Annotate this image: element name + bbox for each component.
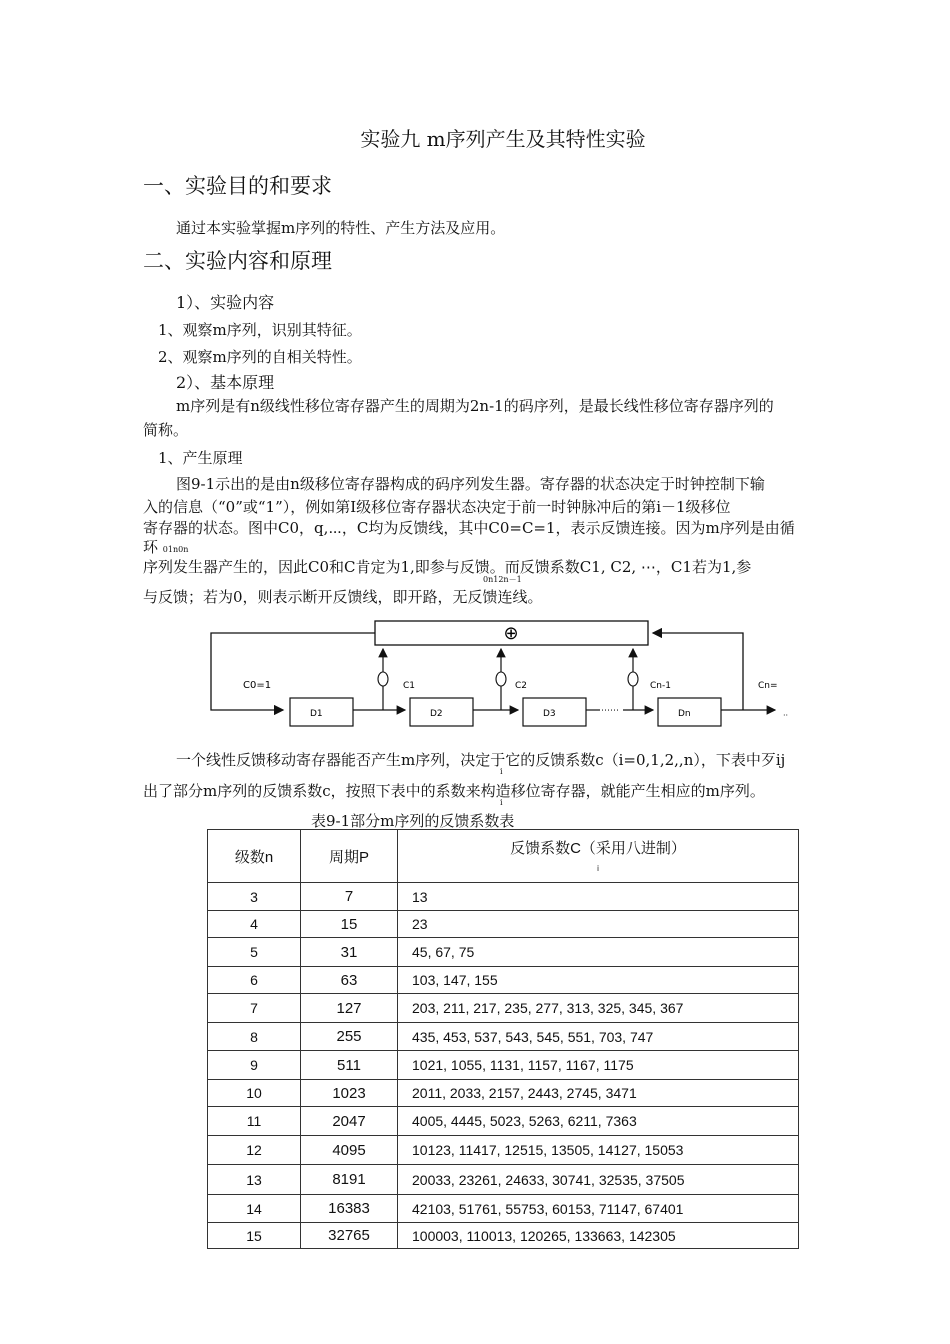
list-item: 2、观察m序列的自相关特性。 bbox=[158, 348, 362, 366]
table-cell-n: 6 bbox=[208, 967, 301, 994]
table-cell-c: 23 bbox=[398, 911, 799, 938]
table-cell-n: 15 bbox=[208, 1223, 301, 1249]
section1-heading: 一、实验目的和要求 bbox=[143, 174, 332, 198]
table-cell-n: 7 bbox=[208, 994, 301, 1023]
principle-line: 简称。 bbox=[143, 421, 189, 439]
table-cell-n: 4 bbox=[208, 911, 301, 938]
table-row bbox=[208, 1023, 799, 1051]
subsection-principle: 2）、基本原理 bbox=[176, 373, 275, 392]
table-row bbox=[208, 1165, 799, 1195]
table-cell-c: 4005, 4445, 5023, 5263, 6211, 7363 bbox=[398, 1107, 799, 1136]
table-cell-n: 8 bbox=[208, 1023, 301, 1051]
feedback-coefficient-table bbox=[207, 829, 799, 1249]
table-cell-p: 255 bbox=[301, 1023, 398, 1051]
table-cell-n: 3 bbox=[208, 883, 301, 911]
table-cell-p: 32765 bbox=[301, 1223, 398, 1249]
c2-label: C2 bbox=[515, 681, 528, 691]
paragraph-line: 寄存器的状态。图中C0，q,⋯，C均为反馈线，其中C0=C=1，表示反馈连接。因为m序列是由循 bbox=[143, 519, 795, 537]
c1-label: C1 bbox=[403, 681, 416, 691]
table-cell-n: 10 bbox=[208, 1080, 301, 1107]
cn-1-label: Cn-1 bbox=[650, 681, 671, 691]
table-row bbox=[208, 1080, 799, 1107]
table-row bbox=[208, 967, 799, 994]
table-row bbox=[208, 1107, 799, 1136]
table-cell-p: 2047 bbox=[301, 1107, 398, 1136]
d1-label: D1 bbox=[310, 709, 323, 719]
table-cell-c: 100003, 110013, 120265, 133663, 142305 bbox=[398, 1223, 799, 1249]
table-cell-c: 435, 453, 537, 543, 545, 551, 703, 747 bbox=[398, 1023, 799, 1051]
subscript-note: i bbox=[500, 767, 503, 776]
generation-heading: 1、产生原理 bbox=[158, 449, 243, 467]
table-cell-p: 1023 bbox=[301, 1080, 398, 1107]
table-cell-c: 42103, 51761, 55753, 60153, 71147, 67401 bbox=[398, 1195, 799, 1223]
paragraph-line: 序列发生器产生的，因此C0和C肯定为1,即参与反馈。而反馈系数C1, C2, ⋯，C1若为1,参 bbox=[143, 558, 752, 576]
table-cell-c: 20033, 23261, 24633, 30741, 32535, 37505 bbox=[398, 1165, 799, 1195]
table-row bbox=[208, 1136, 799, 1165]
subscript-note: 0n12n－1 bbox=[483, 575, 522, 584]
output-mark: ·· bbox=[783, 711, 789, 720]
paragraph-line: 一个线性反馈移动寄存器能否产生m序列，决定于它的反馈系数c（i=0,1,2,,n），下表中歹ij bbox=[176, 751, 786, 769]
table-cell-p: 63 bbox=[301, 967, 398, 994]
table-cell-p: 127 bbox=[301, 994, 398, 1023]
table-cell-c: 203, 211, 217, 235, 277, 313, 325, 345, 367 bbox=[398, 994, 799, 1023]
d3-label: D3 bbox=[543, 709, 556, 719]
subscript-note: i bbox=[500, 798, 503, 807]
subsection-content: 1）、实验内容 bbox=[176, 293, 275, 312]
paragraph-line: 入的信息（“0”或“1”），例如第I级移位寄存器状态决定于前一时钟脉冲后的第i－1级移位 bbox=[143, 498, 731, 516]
table-cell-p: 7 bbox=[301, 883, 398, 911]
section1-text: 通过本实验掌握m序列的特性、产生方法及应用。 bbox=[176, 219, 506, 237]
shift-register-diagram bbox=[205, 618, 795, 748]
section2-heading: 二、实验内容和原理 bbox=[143, 249, 332, 273]
table-cell-n: 13 bbox=[208, 1165, 301, 1195]
table-cell-n: 11 bbox=[208, 1107, 301, 1136]
table-cell-n: 9 bbox=[208, 1051, 301, 1080]
table-cell-n: 12 bbox=[208, 1136, 301, 1165]
header-sub: i bbox=[597, 864, 599, 873]
header-order: 级数n bbox=[208, 830, 301, 883]
table-cell-c: 10123, 11417, 12515, 13505, 14127, 15053 bbox=[398, 1136, 799, 1165]
table-cell-c: 103, 147, 155 bbox=[398, 967, 799, 994]
dn-label: Dn bbox=[678, 709, 691, 719]
table-cell-c: 2011, 2033, 2157, 2443, 2745, 3471 bbox=[398, 1080, 799, 1107]
table-row bbox=[208, 911, 799, 938]
paragraph-line: 出了部分m序列的反馈系数c，按照下表中的系数来构造移位寄存器，就能产生相应的m序列。 bbox=[143, 782, 765, 800]
table-cell-c: 13 bbox=[398, 883, 799, 911]
table-cell-c: 1021, 1055, 1131, 1157, 1167, 1175 bbox=[398, 1051, 799, 1080]
table-row bbox=[208, 883, 799, 911]
ellipsis: ⋯⋯ bbox=[601, 706, 619, 716]
header-period: 周期P bbox=[301, 830, 398, 883]
table-row bbox=[208, 1223, 799, 1249]
xor-symbol: ⊕ bbox=[503, 623, 519, 644]
table-row bbox=[208, 1051, 799, 1080]
page-title: 实验九 m序列产生及其特性实验 bbox=[360, 127, 646, 151]
c0-label: C0=1 bbox=[243, 680, 272, 691]
cn-label: Cn= bbox=[758, 681, 778, 691]
paragraph-line: 与反馈；若为0，则表示断开反馈线，即开路，无反馈连线。 bbox=[143, 588, 543, 606]
table-cell-n: 14 bbox=[208, 1195, 301, 1223]
table-cell-p: 8191 bbox=[301, 1165, 398, 1195]
table-cell-p: 16383 bbox=[301, 1195, 398, 1223]
table-row bbox=[208, 938, 799, 967]
table-caption: 表9-1部分m序列的反馈系数表 bbox=[311, 812, 515, 830]
table-cell-p: 511 bbox=[301, 1051, 398, 1080]
header-coefficients-text: 反馈系数C（采用八进制） bbox=[510, 840, 686, 857]
paragraph-line: 图9-1示出的是由n级移位寄存器构成的码序列发生器。寄存器的状态决定于时钟控制下输 bbox=[176, 475, 765, 493]
list-item: 1、观察m序列，识别其特征。 bbox=[158, 321, 362, 339]
table-row bbox=[208, 994, 799, 1023]
table-cell-p: 4095 bbox=[301, 1136, 398, 1165]
principle-line: m序列是有n级线性移位寄存器产生的周期为2n-1的码序列，是最长线性移位寄存器序列的 bbox=[176, 397, 774, 415]
paragraph-line bbox=[143, 536, 188, 557]
table-cell-p: 31 bbox=[301, 938, 398, 967]
d2-label: D2 bbox=[430, 709, 443, 719]
table-cell-c: 45, 67, 75 bbox=[398, 938, 799, 967]
table-cell-n: 5 bbox=[208, 938, 301, 967]
table-cell-p: 15 bbox=[301, 911, 398, 938]
header-coefficients bbox=[398, 830, 799, 883]
subscript-note: 01n0n bbox=[162, 545, 189, 554]
paragraph-text: 环 bbox=[143, 538, 159, 556]
table-row bbox=[208, 1195, 799, 1223]
table-header-row bbox=[208, 830, 799, 883]
